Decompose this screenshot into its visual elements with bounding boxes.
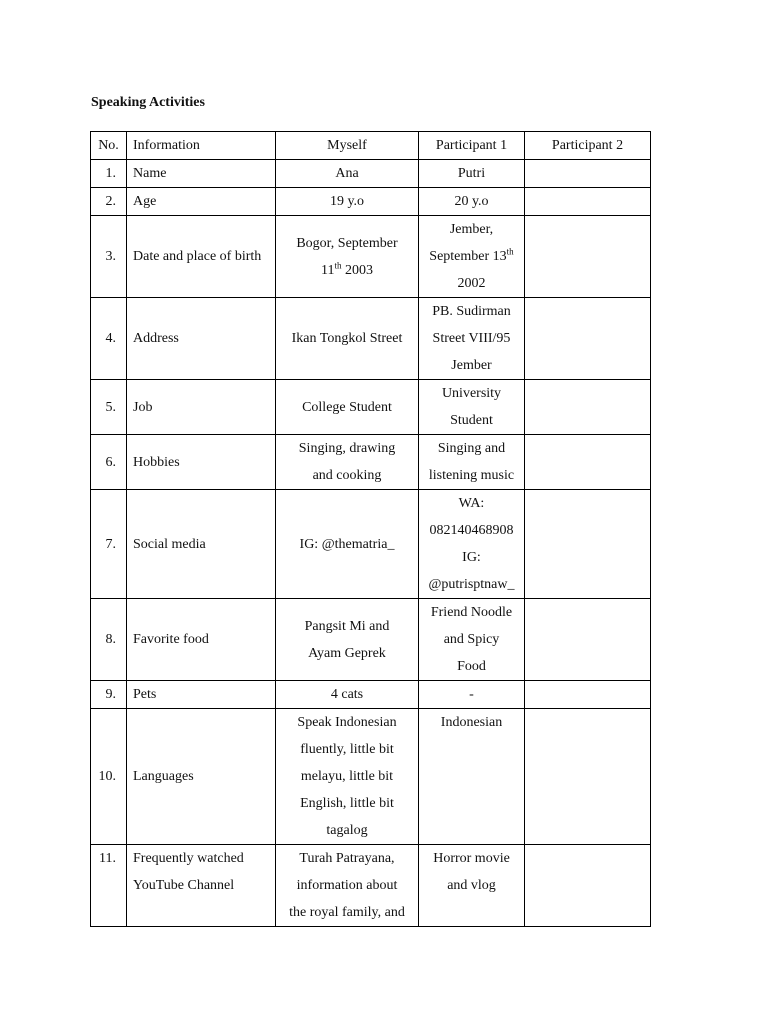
table-row (91, 681, 651, 709)
row-information: Age (127, 188, 276, 216)
row-information: Name (127, 160, 276, 188)
cell-line: the royal family, and (289, 905, 405, 920)
header-information: Information (127, 132, 276, 160)
cell-line: WA: (458, 496, 485, 511)
table-row (91, 435, 651, 490)
cell-participant-2 (525, 599, 651, 681)
cell-text: 2003 (341, 262, 373, 278)
cell-line: and vlog (447, 878, 496, 893)
cell-line: Street VIII/95 (432, 331, 511, 346)
cell-line: Turah Patrayana, (299, 851, 395, 866)
cell-line: YouTube Channel (133, 878, 235, 893)
cell-line: 2002 (457, 276, 486, 291)
row-number: 6. (91, 435, 127, 490)
row-information: Job (127, 380, 276, 435)
cell-line: Friend Noodle (430, 605, 513, 620)
cell-line: PB. Sudirman (432, 304, 511, 319)
cell-myself (276, 216, 419, 298)
cell-participant-1 (419, 298, 525, 380)
cell-line: Singing and (437, 441, 506, 456)
cell-line: Jember, (449, 222, 494, 237)
cell-participant-2 (525, 216, 651, 298)
cell-line: University (441, 386, 502, 401)
cell-line: 082140468908 (429, 523, 514, 538)
row-number: 8. (91, 599, 127, 681)
table-row (91, 216, 651, 298)
cell-participant-2 (525, 188, 651, 216)
cell-line: melayu, little bit (300, 769, 394, 784)
cell-participant-1 (419, 845, 525, 927)
speaking-activities-table (90, 131, 651, 927)
cell-line: Singing, drawing (298, 441, 396, 456)
cell-myself: 19 y.o (276, 188, 419, 216)
cell-line: IG: (462, 550, 481, 565)
ordinal-suffix: th (506, 246, 514, 257)
cell-line: information about (296, 878, 398, 893)
cell-line: Bogor, September (296, 235, 398, 251)
table-row (91, 709, 651, 845)
cell-line: Pangsit Mi and (304, 618, 390, 634)
row-information: Hobbies (127, 435, 276, 490)
cell-participant-2 (525, 160, 651, 188)
row-information: Date and place of birth (127, 216, 276, 298)
table-header-row (91, 132, 651, 160)
row-information (127, 845, 276, 927)
cell-myself (276, 709, 419, 845)
cell-myself: Ana (276, 160, 419, 188)
cell-myself: IG: @thematria_ (276, 490, 419, 599)
table-row (91, 490, 651, 599)
cell-line: Speak Indonesian (297, 715, 397, 730)
cell-line: tagalog (326, 823, 368, 838)
cell-myself: Ikan Tongkol Street (276, 298, 419, 380)
cell-participant-2 (525, 435, 651, 490)
cell-myself: College Student (276, 380, 419, 435)
table-row (91, 160, 651, 188)
row-number: 5. (91, 380, 127, 435)
cell-line (279, 257, 415, 284)
row-information: Favorite food (127, 599, 276, 681)
cell-line: Ayam Geprek (308, 645, 386, 661)
table-row (91, 380, 651, 435)
cell-line: Frequently watched (133, 851, 244, 866)
cell-participant-1: Indonesian (419, 709, 525, 845)
cell-participant-2 (525, 681, 651, 709)
cell-myself (276, 599, 419, 681)
row-number: 2. (91, 188, 127, 216)
cell-line: listening music (428, 468, 515, 483)
cell-line: Student (450, 413, 493, 428)
row-information: Pets (127, 681, 276, 709)
cell-myself (276, 845, 419, 927)
table-row (91, 188, 651, 216)
cell-participant-1 (419, 435, 525, 490)
cell-line: and cooking (312, 468, 382, 483)
cell-line: fluently, little bit (300, 742, 394, 757)
cell-participant-1: 20 y.o (419, 188, 525, 216)
ordinal-suffix: th (334, 259, 342, 270)
row-number: 1. (91, 160, 127, 188)
cell-text: September 13 (429, 249, 507, 264)
page-title: Speaking Activities (91, 95, 205, 110)
header-participant-1: Participant 1 (419, 132, 525, 160)
header-no: No. (91, 132, 127, 160)
cell-participant-2 (525, 380, 651, 435)
cell-participant-1 (419, 599, 525, 681)
cell-participant-2 (525, 298, 651, 380)
cell-text: 11 (321, 262, 335, 278)
cell-participant-1 (419, 490, 525, 599)
cell-line: Food (457, 659, 486, 674)
table-row (91, 298, 651, 380)
header-participant-2: Participant 2 (525, 132, 651, 160)
row-number: 7. (91, 490, 127, 599)
row-number: 10. (91, 709, 127, 845)
header-myself: Myself (276, 132, 419, 160)
cell-line: Horror movie (433, 851, 510, 866)
row-number: 9. (91, 681, 127, 709)
cell-line (422, 243, 521, 270)
cell-participant-1 (419, 216, 525, 298)
row-information: Languages (127, 709, 276, 845)
row-number: 4. (91, 298, 127, 380)
row-information: Social media (127, 490, 276, 599)
table-row (91, 845, 651, 927)
table-row (91, 599, 651, 681)
cell-myself (276, 435, 419, 490)
row-information: Address (127, 298, 276, 380)
cell-line: Jember (451, 358, 492, 373)
cell-line: and Spicy (443, 632, 500, 647)
cell-participant-1: Putri (419, 160, 525, 188)
cell-participant-2 (525, 490, 651, 599)
row-number: 3. (91, 216, 127, 298)
cell-participant-2 (525, 845, 651, 927)
cell-line: @putrisptnaw_ (428, 577, 515, 592)
cell-myself: 4 cats (276, 681, 419, 709)
cell-participant-1 (419, 380, 525, 435)
row-number: 11. (91, 845, 127, 927)
cell-participant-1: - (419, 681, 525, 709)
cell-participant-2 (525, 709, 651, 845)
cell-line: English, little bit (300, 796, 394, 811)
